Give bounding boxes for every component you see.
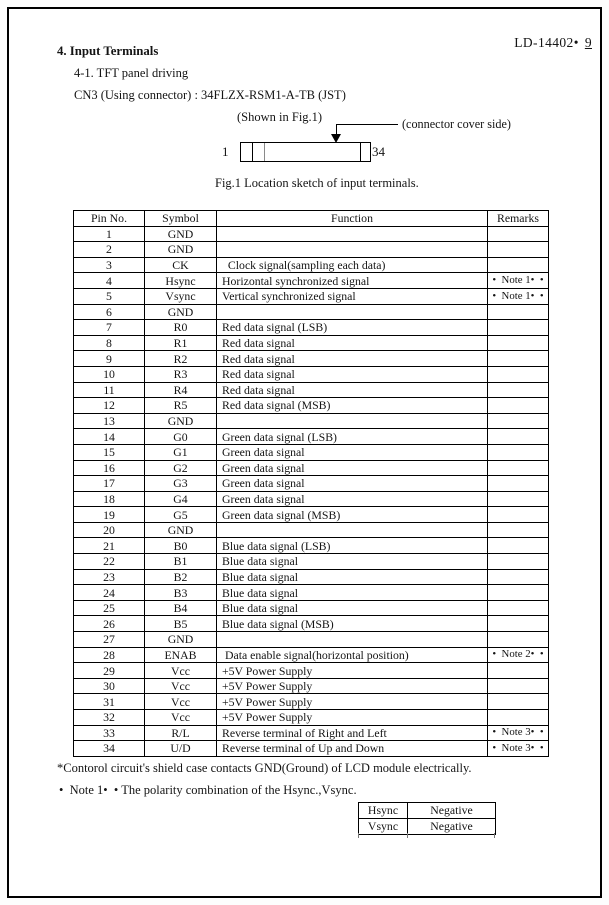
shield-footnote: *Contorol circuit's shield case contacts GND(Ground) of LCD module electrically. [57,761,472,775]
function-cell: Red data signal (LSB) [217,320,488,336]
table-row [74,491,549,507]
function-cell: +5V Power Supply [217,663,488,679]
polarity-cell: Negative [408,819,496,835]
pin-1-label: 1 [222,144,229,159]
signal-cell: Vsync [359,819,408,835]
table-row [74,569,549,585]
remarks-cell [488,304,549,320]
pin-no-cell: 6 [74,304,145,320]
table-row [74,288,549,304]
function-cell: +5V Power Supply [217,678,488,694]
function-cell: Green data signal (MSB) [217,507,488,523]
function-cell: +5V Power Supply [217,694,488,710]
doc-number [514,35,592,51]
symbol-cell: ENAB [145,647,217,663]
signal-cell: Hsync [359,803,408,819]
table-row [74,616,549,632]
function-cell: Green data signal [217,491,488,507]
remarks-cell [488,694,549,710]
section-title: 4. Input Terminals [57,44,159,58]
connector-divider [360,143,361,161]
function-cell [217,413,488,429]
table-row [74,632,549,648]
table-row [74,725,549,741]
header-symbol: Symbol [145,211,217,227]
table-row [74,398,549,414]
symbol-cell: GND [145,522,217,538]
remarks-cell: • Note 3• • [488,725,549,741]
connector-divider [252,143,253,161]
symbol-cell: B0 [145,538,217,554]
pin-no-cell: 26 [74,616,145,632]
pin-no-cell: 7 [74,320,145,336]
table-row [74,694,549,710]
pin-no-cell: 30 [74,678,145,694]
table-row [74,335,549,351]
symbol-cell: G5 [145,507,217,523]
pin-no-cell: 14 [74,429,145,445]
symbol-cell: R3 [145,366,217,382]
table-row [74,476,549,492]
pin-no-cell: 34 [74,741,145,757]
function-cell: Red data signal [217,335,488,351]
symbol-cell: R0 [145,320,217,336]
symbol-cell: B2 [145,569,217,585]
symbol-cell: U/D [145,741,217,757]
pin-no-cell: 10 [74,366,145,382]
remarks-cell [488,476,549,492]
function-cell: Blue data signal [217,569,488,585]
remarks-cell [488,413,549,429]
subsection-title: 4-1. TFT panel driving [74,66,189,80]
pin-no-cell: 24 [74,585,145,601]
polarity-cell: Negative [408,803,496,819]
pin-no-cell: 16 [74,460,145,476]
table-row [74,585,549,601]
table-row [74,663,549,679]
remarks-cell [488,460,549,476]
function-cell: Blue data signal [217,600,488,616]
function-cell: Reverse terminal of Right and Left [217,725,488,741]
pin-no-cell: 13 [74,413,145,429]
table-row [74,522,549,538]
symbol-cell: Vcc [145,663,217,679]
symbol-cell: CK [145,257,217,273]
remarks-cell [488,538,549,554]
function-cell [217,522,488,538]
table-row [74,507,549,523]
remarks-cell: • Note 1• • [488,288,549,304]
symbol-cell: G4 [145,491,217,507]
table-row [74,429,549,445]
symbol-cell: GND [145,304,217,320]
pin-no-cell: 4 [74,273,145,289]
function-cell: Red data signal [217,351,488,367]
table-row [74,273,549,289]
remarks-cell [488,382,549,398]
connector-outline [240,142,371,162]
symbol-cell: B5 [145,616,217,632]
pin-no-cell: 33 [74,725,145,741]
pin-no-cell: 12 [74,398,145,414]
header-remarks: Remarks [488,211,549,227]
pin-no-cell: 5 [74,288,145,304]
symbol-cell: G2 [145,460,217,476]
pin-no-cell: 28 [74,647,145,663]
function-cell: Green data signal (LSB) [217,429,488,445]
symbol-cell: Vsync [145,288,217,304]
pin-no-cell: 11 [74,382,145,398]
header-pin-no: Pin No. [74,211,145,227]
remarks-cell [488,522,549,538]
table-row [74,554,549,570]
header-function: Function [217,211,488,227]
note1-footnote: • Note 1• • The polarity combination of the Hsync.,Vsync. [59,783,357,797]
table-row [74,678,549,694]
remarks-cell [488,569,549,585]
remarks-cell: • Note 1• • [488,273,549,289]
table-row [74,413,549,429]
polarity-row [359,803,496,819]
remarks-cell [488,632,549,648]
table-row [74,647,549,663]
function-cell: Vertical synchronized signal [217,288,488,304]
pin-no-cell: 29 [74,663,145,679]
table-row [74,600,549,616]
remarks-cell [488,507,549,523]
table-row [74,710,549,726]
arrow-leader-line [336,124,398,125]
function-cell [217,632,488,648]
symbol-cell: G1 [145,444,217,460]
symbol-cell: Hsync [145,273,217,289]
remarks-cell [488,226,549,242]
remarks-cell [488,710,549,726]
function-cell: Reverse terminal of Up and Down [217,741,488,757]
remarks-cell [488,616,549,632]
table-row [74,741,549,757]
table-row [74,382,549,398]
table-row [74,257,549,273]
polarity-row [359,819,496,835]
remarks-cell [488,554,549,570]
symbol-cell: G0 [145,429,217,445]
pin-no-cell: 8 [74,335,145,351]
pin-no-cell: 31 [74,694,145,710]
function-cell [217,226,488,242]
function-cell: Horizontal synchronized signal [217,273,488,289]
remarks-cell [488,351,549,367]
page-number: 9 [584,35,592,50]
symbol-cell: Vcc [145,694,217,710]
function-cell: Red data signal [217,366,488,382]
table-row [74,226,549,242]
table-row [74,460,549,476]
symbol-cell: GND [145,632,217,648]
function-cell: Green data signal [217,460,488,476]
table-row [74,366,549,382]
table-row [74,320,549,336]
remarks-cell [488,663,549,679]
function-cell: +5V Power Supply [217,710,488,726]
symbol-cell: Vcc [145,678,217,694]
pin-no-cell: 15 [74,444,145,460]
function-cell: Green data signal [217,476,488,492]
pin-no-cell: 22 [74,554,145,570]
function-cell [217,304,488,320]
pin-no-cell: 18 [74,491,145,507]
symbol-cell: R2 [145,351,217,367]
pin-no-cell: 25 [74,600,145,616]
symbol-cell: R1 [145,335,217,351]
remarks-cell [488,335,549,351]
symbol-cell: B4 [145,600,217,616]
remarks-cell [488,585,549,601]
symbol-cell: GND [145,226,217,242]
table-row [74,444,549,460]
table-stub-line [407,833,408,838]
table-row [74,351,549,367]
symbol-cell: GND [145,413,217,429]
remarks-cell [488,257,549,273]
table-row [74,242,549,258]
pin-no-cell: 32 [74,710,145,726]
symbol-cell: R5 [145,398,217,414]
pin-no-cell: 23 [74,569,145,585]
pin-no-cell: 21 [74,538,145,554]
symbol-cell: R/L [145,725,217,741]
pin-no-cell: 2 [74,242,145,258]
symbol-cell: G3 [145,476,217,492]
connector-spec-line: CN3 (Using connector) : 34FLZX-RSM1-A-TB (JST) [74,88,346,102]
function-cell: Red data signal (MSB) [217,398,488,414]
remarks-cell [488,398,549,414]
pin-34-label: 34 [372,144,385,159]
remarks-cell [488,600,549,616]
remarks-cell [488,444,549,460]
remarks-cell: • Note 3• • [488,741,549,757]
remarks-cell [488,491,549,507]
table-row [74,538,549,554]
symbol-cell: R4 [145,382,217,398]
symbol-cell: B1 [145,554,217,570]
table-stub-line [358,833,359,838]
function-cell: Blue data signal [217,585,488,601]
symbol-cell: GND [145,242,217,258]
pin-table [73,210,549,757]
pin-no-cell: 20 [74,522,145,538]
remarks-cell [488,429,549,445]
function-cell: Green data signal [217,444,488,460]
function-cell [217,242,488,258]
function-cell: Clock signal(sampling each data) [217,257,488,273]
symbol-cell: Vcc [145,710,217,726]
function-cell: Red data signal [217,382,488,398]
symbol-cell: B3 [145,585,217,601]
polarity-table [358,802,496,835]
function-cell: Data enable signal(horizontal position) [217,647,488,663]
remarks-cell [488,320,549,336]
connector-divider [264,143,265,161]
remarks-cell [488,366,549,382]
remarks-cell: • Note 2• • [488,647,549,663]
remarks-cell [488,242,549,258]
table-header-row [74,211,549,227]
pin-no-cell: 9 [74,351,145,367]
shown-in-fig-line: (Shown in Fig.1) [237,110,323,124]
table-row [74,304,549,320]
function-cell: Blue data signal (LSB) [217,538,488,554]
pin-no-cell: 1 [74,226,145,242]
function-cell: Blue data signal (MSB) [217,616,488,632]
table-stub-line [494,833,495,838]
remarks-cell [488,678,549,694]
connector-cover-label: (connector cover side) [402,117,511,131]
doc-number-text: LD-14402• [514,35,579,50]
pin-no-cell: 27 [74,632,145,648]
figure-caption: Fig.1 Location sketch of input terminals. [215,176,419,190]
pin-no-cell: 3 [74,257,145,273]
pin-no-cell: 17 [74,476,145,492]
function-cell: Blue data signal [217,554,488,570]
pin-no-cell: 19 [74,507,145,523]
